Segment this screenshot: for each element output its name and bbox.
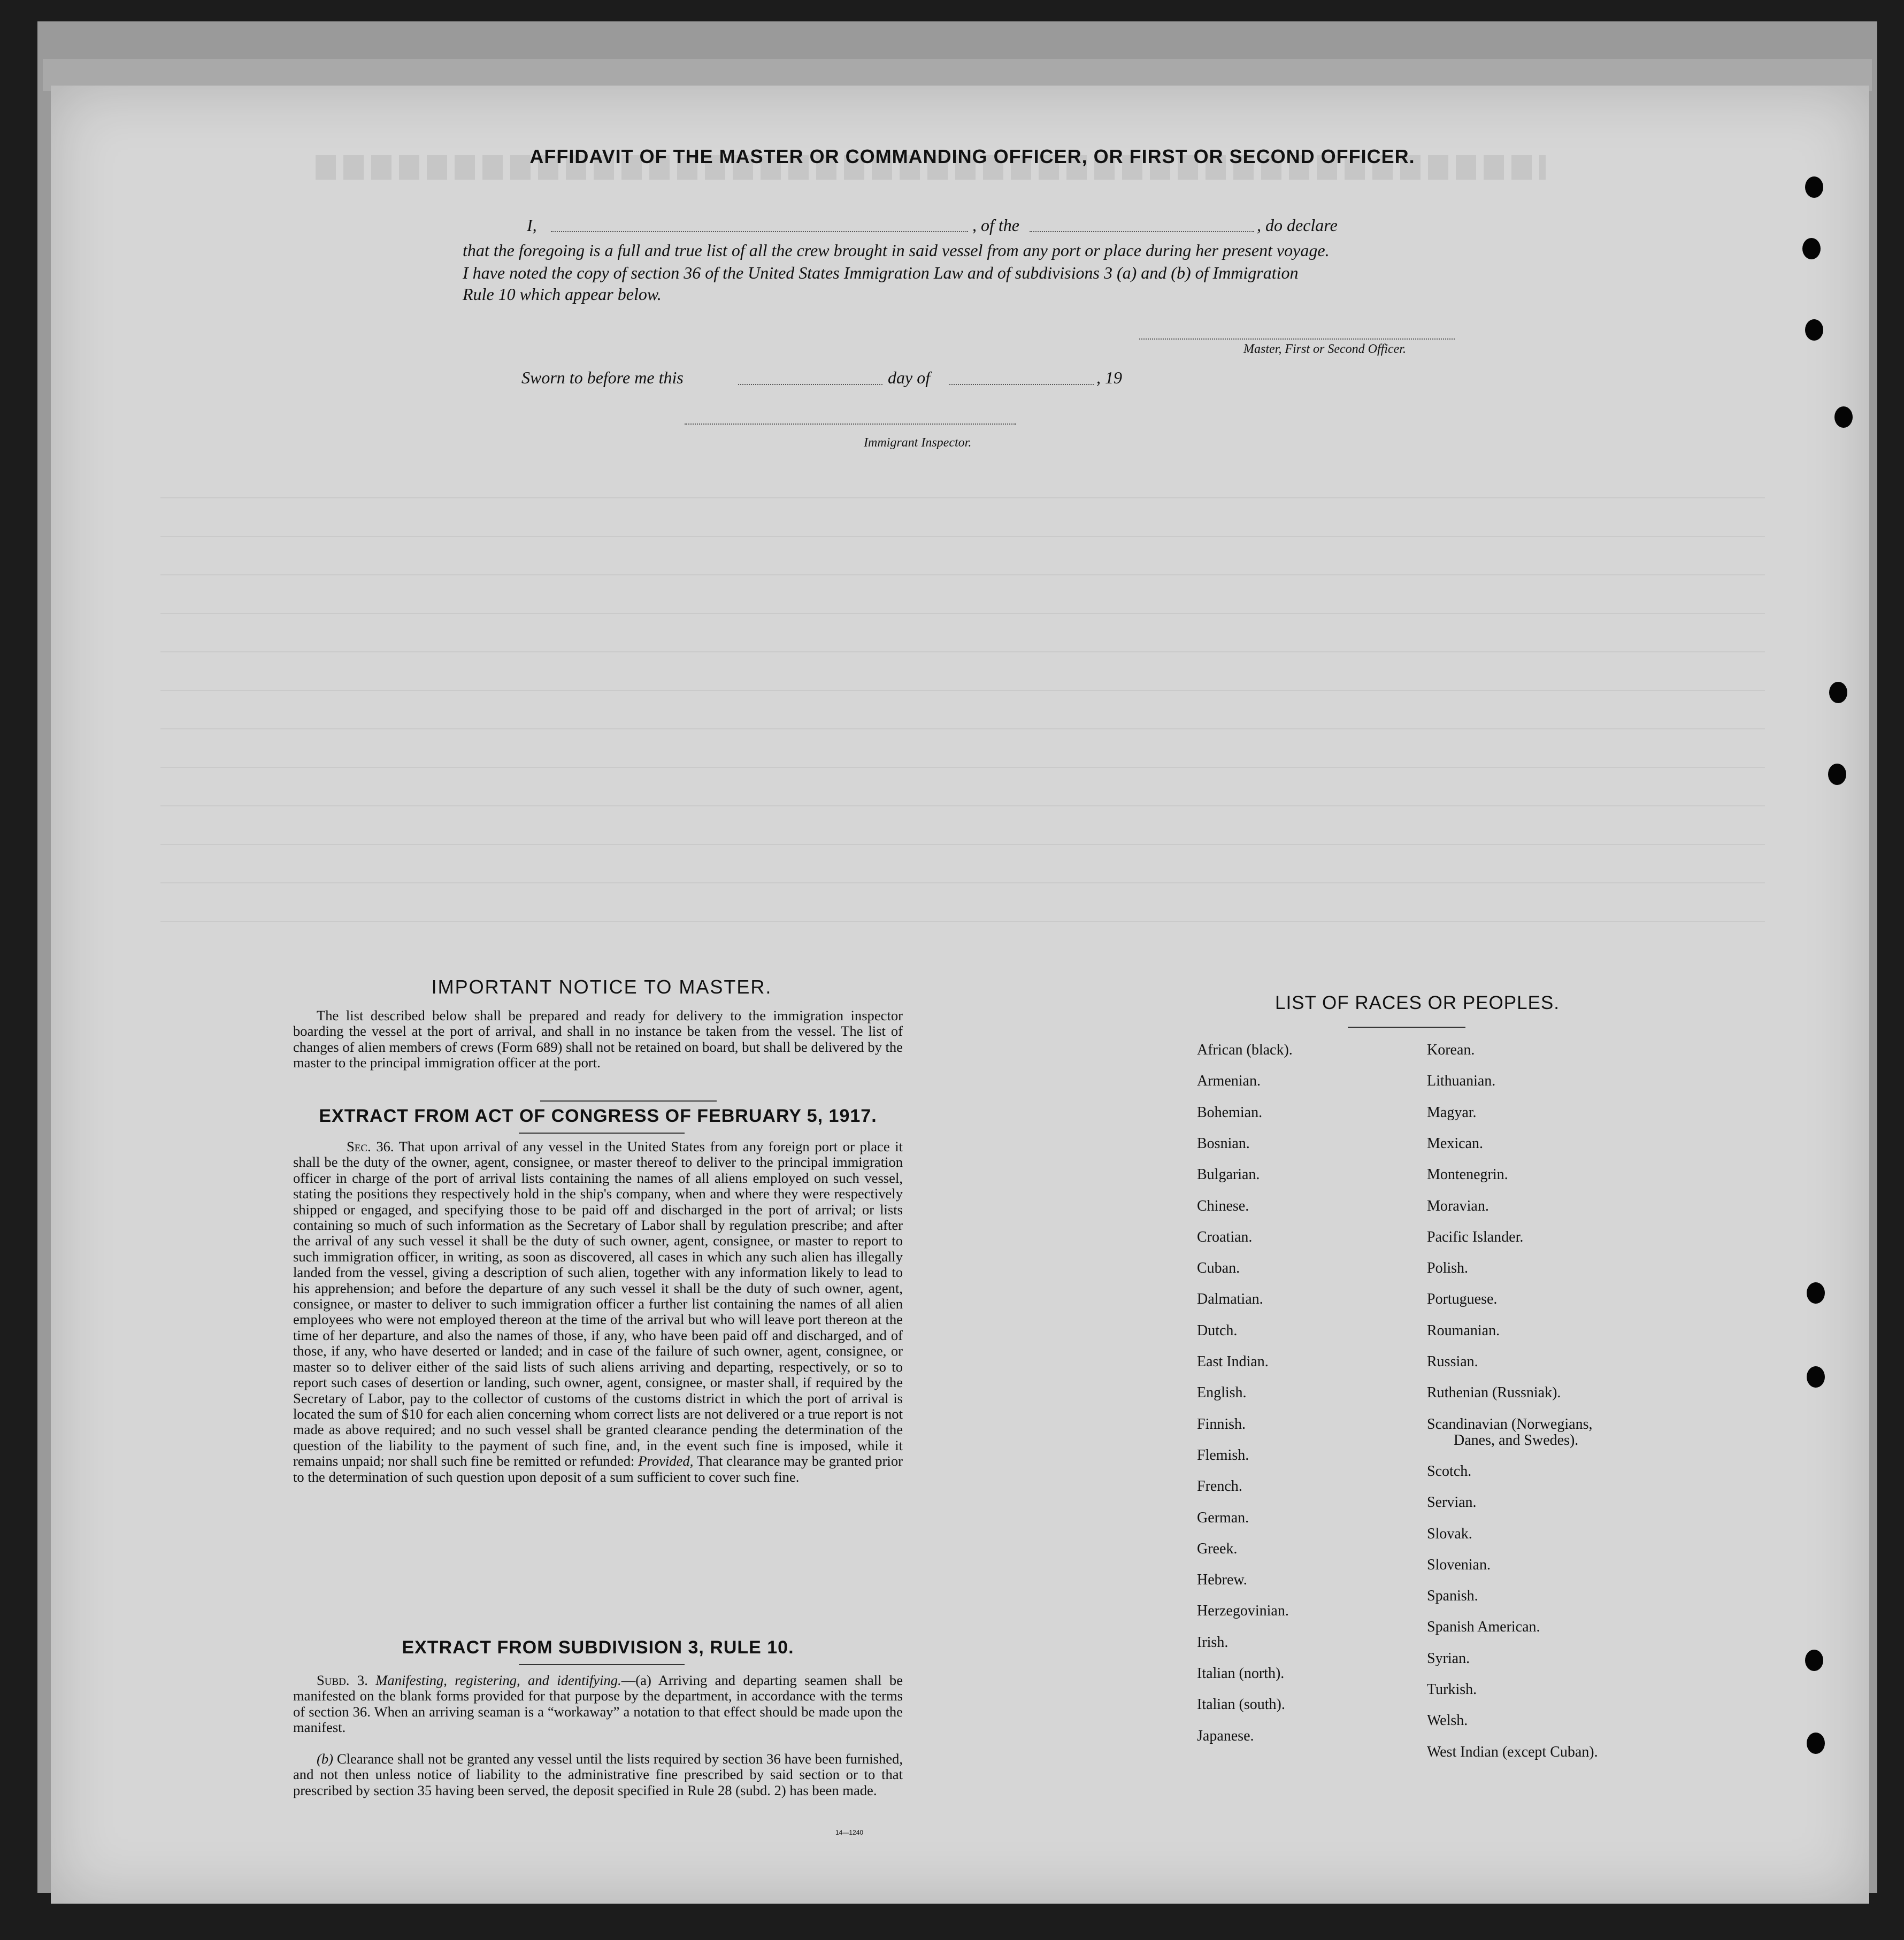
affidavit-line-4: Rule 10 which appear below. [463,284,662,304]
race-item: Mexican. [1427,1135,1483,1152]
race-item: Servian. [1427,1494,1477,1511]
rule-extract-title: EXTRACT FROM SUBDIVISION 3, RULE 10. [402,1637,794,1658]
race-item: Scandinavian (Norwegians, [1427,1415,1593,1433]
race-item: Danes, and Swedes). [1454,1431,1579,1449]
divider [1348,1027,1465,1028]
race-item: Hebrew. [1197,1572,1247,1589]
vessel-blank [1030,231,1254,232]
race-item: Slovenian. [1427,1556,1491,1573]
race-item: Syrian. [1427,1650,1470,1667]
race-item: Lithuanian. [1427,1073,1496,1090]
section-label: Sec. 36. [347,1138,394,1154]
act-extract-title: EXTRACT FROM ACT OF CONGRESS OF FEBRUARY 5, 1917. [319,1106,877,1126]
subd-label: Subd. 3. [317,1672,368,1688]
divider [540,1100,717,1102]
divider [519,1664,685,1665]
subd-b-text: Clearance shall not be granted any vessel until the lists required by section 36 have been furnished, and not then unless notice of liability to the administrative fine prescribed by said section or to that prescribed by section 35 having been served, the deposit specified in Rule 28 (subd. 2) has been made. [293,1751,903,1798]
race-item: Turkish. [1427,1681,1477,1698]
race-item: Moravian. [1427,1197,1489,1214]
sworn-day-blank [738,384,882,385]
races-title: LIST OF RACES OR PEOPLES. [1275,992,1560,1013]
race-item: Scotch. [1427,1462,1472,1480]
subd-heading: Manifesting, registering, and identifying. [375,1672,621,1688]
inspector-signature-blank [685,424,1016,425]
binder-hole [1829,682,1847,703]
provided-word: Provided, [638,1453,694,1469]
race-item: Spanish American. [1427,1619,1540,1636]
race-item: Welsh. [1427,1712,1468,1729]
subd-b-label: (b) [317,1751,334,1767]
binder-hole [1834,406,1853,428]
race-item: Polish. [1427,1260,1469,1277]
rule-text-b [293,1751,903,1798]
notice-body: The list described below shall be prepared and ready for delivery to the immigration inspector boarding the vessel at the port of arrival, and shall in no instance be taken from the vessel. The list of changes of alien members of crews (Form 689) shall not be retained on board, but shall be delivered by the master to the principal immigration officer at the port. [293,1007,903,1071]
race-item: Slovak. [1427,1525,1472,1542]
form-number: 14—1240 [835,1829,864,1836]
race-item: Chinese. [1197,1197,1249,1214]
race-item: Dalmatian. [1197,1291,1263,1308]
race-item: French. [1197,1478,1242,1495]
race-item: Russian. [1427,1353,1478,1370]
master-signature-blank [1139,338,1455,340]
race-item: Flemish. [1197,1446,1249,1464]
affidavit-title: AFFIDAVIT OF THE MASTER OR COMMANDING OFFICER, OR FIRST OR SECOND OFFICER. [529,145,1415,167]
affidavit-line-3: I have noted the copy of section 36 of the United States Immigration Law and of subdivisions 3 (a) and (b) of Immigration [463,263,1299,282]
binder-hole [1807,1733,1825,1754]
race-item: Finnish. [1197,1415,1246,1433]
notice-title: IMPORTANT NOTICE TO MASTER. [431,976,772,998]
subd-a-text: —(a) Arriving and departing seamen shall be manifested on the blank forms provided for that purpose by the department, in accordance with the terms of section 36. When an arriving seaman is a “workaway” a notation to that effect should be made upon the manifest. [293,1672,903,1736]
race-item: Roumanian. [1427,1322,1500,1339]
notice-text [293,1008,903,1071]
master-caption: Master, First or Second Officer. [1243,342,1406,356]
sworn-text: Sworn to before me this [521,368,684,387]
race-item: Italian (north). [1197,1665,1285,1682]
affidavit-line-2: that the foregoing is a full and true list of all the crew brought in said vessel from any port or place during her present voyage. [463,241,1330,260]
affidavit-of-the: , of the [972,215,1019,235]
race-item: Italian (south). [1197,1696,1285,1713]
binder-hole [1807,1282,1825,1304]
race-item: Pacific Islander. [1427,1228,1524,1245]
race-item: Montenegrin. [1427,1166,1508,1183]
race-item: Armenian. [1197,1073,1261,1090]
race-item: Portuguese. [1427,1291,1498,1308]
act-text [293,1139,903,1485]
race-item: Spanish. [1427,1588,1478,1605]
race-item: Magyar. [1427,1104,1477,1121]
race-item: Japanese. [1197,1727,1254,1744]
race-item: Dutch. [1197,1322,1238,1339]
binder-hole [1805,319,1823,341]
affidavit-declare: , do declare [1257,215,1338,235]
race-item: Ruthenian (Russniak). [1427,1384,1561,1402]
race-item: German. [1197,1509,1249,1526]
day-of-text: day of [888,368,931,387]
race-item: Cuban. [1197,1260,1240,1277]
race-item: Herzegovinian. [1197,1603,1289,1620]
race-item: English. [1197,1384,1247,1402]
divider [519,1133,685,1134]
race-item: Korean. [1427,1042,1475,1058]
bleed-through-table [160,460,1765,952]
race-item: West Indian (except Cuban). [1427,1743,1598,1760]
affidavit-i: I, [527,215,537,235]
section-36-text: That upon arrival of any vessel in the United States from any foreign port or place it shall be the duty of the owner, agent, consignee, or master thereof to deliver to the principal immigration officer in charge of the port of arrival lists containing the names of all aliens employed on such vessel, stating the positions they respectively hold in the ship's company, when and where they were respectively shipped or engaged, and specifying those to be paid off and discharged in the port of arrival; or lists containing so much of such information as the Secretary of Labor shall by regulation prescribe; and after the arrival of any such vessel it shall be the duty of such owner, agent, consignee, or master to report to such immigration officer, in writing, as soon as discovered, all cases in which any such alien has illegally landed from the vessel, giving a description of such alien, together with any information likely to lead to his apprehension; and before the departure of any such vessel it shall be the duty of such owner, agent, consignee, or master to deliver to such immigration officer a further list containing the names of all alien employees who were not employed thereon at the time of the arrival but who will leave port thereon at the time of her departure, and also the names of those, if any, who have been paid off and discharged, and of those, if any, who have deserted or landed; and in case of the failure of such owner, agent, consignee, or master so to deliver either of the said lists of such aliens arriving and departing, respectively, or so to report such cases of desertion or landing, such owner, agent, consignee, or master shall, if required by the Secretary of Labor, pay to the collector of customs of the customs district in which the port of arrival is located the sum of $10 for each alien concerning whom correct lists are not delivered or a true report is not made as above required; and no such vessel shall be granted clearance pending the determination of the question of the liability to the payment of such fine, and, in the event such fine is imposed, while it remains unpaid; nor shall such fine be remitted or refunded: [293,1138,903,1469]
race-item: Bohemian. [1197,1104,1263,1121]
race-item: Greek. [1197,1540,1238,1557]
binder-hole [1805,1650,1823,1671]
binder-hole [1828,764,1846,785]
name-blank [551,231,968,232]
year-text: , 19 [1096,368,1122,387]
binder-hole [1807,1366,1825,1388]
race-item: Bosnian. [1197,1135,1250,1152]
section-36-end: That clearance may be granted prior to the determination of such question upon deposit of a sum sufficient to cover such fine. [293,1453,903,1485]
binder-hole [1802,238,1821,259]
inspector-caption: Immigrant Inspector. [864,436,972,450]
race-item: African (black). [1197,1042,1293,1058]
binder-hole [1805,176,1823,198]
sworn-month-blank [949,384,1094,385]
rule-text [293,1673,903,1736]
race-item: Bulgarian. [1197,1166,1260,1183]
race-item: East Indian. [1197,1353,1269,1370]
race-item: Croatian. [1197,1228,1253,1245]
race-item: Irish. [1197,1634,1229,1651]
